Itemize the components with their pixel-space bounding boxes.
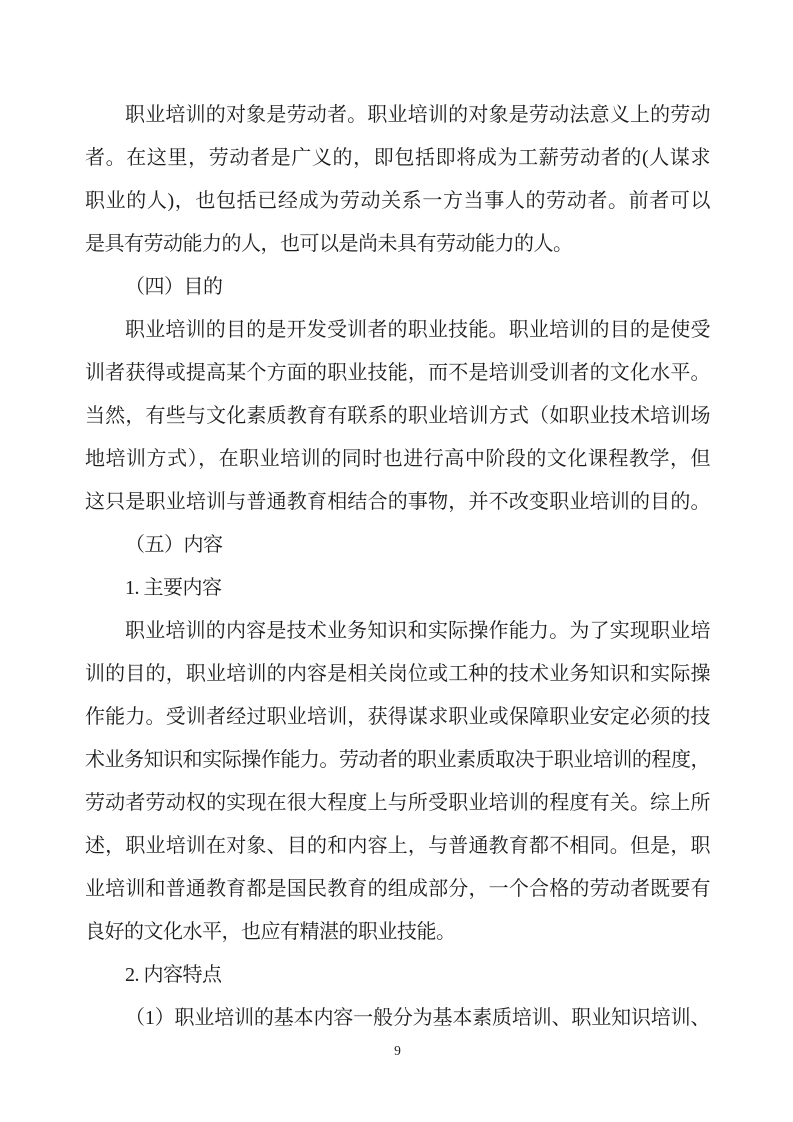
page-number: 9 [394, 1043, 401, 1058]
paragraph-line: 职业培训的对象是劳动者。职业培训的对象是劳动法意义上的劳动 [125, 104, 710, 126]
paragraph-line: 术业务知识和实际操作能力。劳动者的职业素质取决于职业培训的程度， [85, 749, 710, 771]
paragraph-line: 职业培训的内容是技术业务知识和实际操作能力。为了实现职业培 [125, 620, 710, 642]
paragraph-line: 训的目的，职业培训的内容是相关岗位或工种的技术业务知识和实际操 [85, 663, 710, 685]
paragraph-line: 述，职业培训在对象、目的和内容上，与普通教育都不相同。但是，职 [85, 835, 710, 857]
paragraph-line: 劳动者劳动权的实现在很大程度上与所受职业培训的程度有关。综上所 [85, 792, 710, 814]
paragraph-line: 者。在这里，劳动者是广义的，即包括即将成为工薪劳动者的(人谋求 [85, 147, 710, 169]
paragraph-line: 作能力。受训者经过职业培训，获得谋求职业或保障职业安定必须的技 [85, 706, 710, 728]
paragraph-line: 业培训和普通教育都是国民教育的组成部分，一个合格的劳动者既要有 [85, 878, 710, 900]
section-heading-4: （四）目的 [125, 276, 223, 298]
paragraph-line: 是具有劳动能力的人，也可以是尚未具有劳动能力的人。 [85, 233, 573, 255]
paragraph-line: 职业的人)，也包括已经成为劳动关系一方当事人的劳动者。前者可以 [85, 190, 710, 212]
paragraph-line: （1）职业培训的基本内容一般分为基本素质培训、职业知识培训、 [125, 1007, 710, 1029]
paragraph-line: 职业培训的目的是开发受训者的职业技能。职业培训的目的是使受 [125, 319, 710, 341]
subsection-heading-1: 1. 主要内容 [125, 577, 222, 599]
paragraph-line: 训者获得或提高某个方面的职业技能，而不是培训受训者的文化水平。 [85, 362, 710, 384]
section-heading-5: （五）内容 [125, 534, 223, 556]
document-text-block [85, 94, 710, 1040]
paragraph-line: 当然，有些与文化素质教育有联系的职业培训方式（如职业技术培训场 [85, 405, 710, 427]
paragraph-line: 良好的文化水平，也应有精湛的职业技能。 [85, 921, 456, 943]
subsection-heading-2: 2. 内容特点 [125, 964, 222, 986]
paragraph-line: 地培训方式），在职业培训的同时也进行高中阶段的文化课程教学，但 [85, 448, 710, 470]
paragraph-line: 这只是职业培训与普通教育相结合的事物，并不改变职业培训的目的。 [85, 491, 710, 513]
